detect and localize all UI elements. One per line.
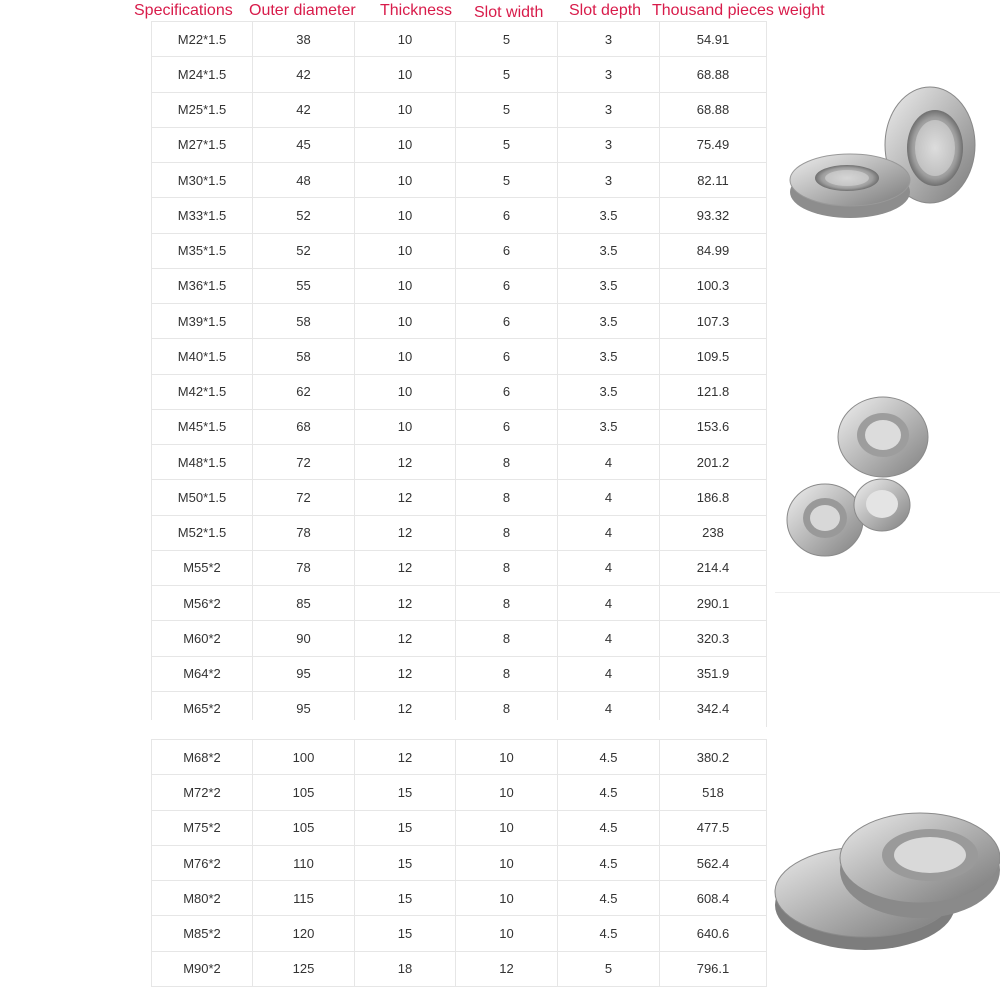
table-cell: 45 <box>253 127 355 162</box>
table-cell: M52*1.5 <box>152 515 253 550</box>
table-cell: 6 <box>456 233 558 268</box>
photo-divider-top <box>775 592 1000 593</box>
table-cell: 58 <box>253 304 355 339</box>
table-cell: 93.32 <box>660 198 767 233</box>
table-cell: 3.5 <box>558 198 660 233</box>
table-cell: 5 <box>456 92 558 127</box>
table-cell: 58 <box>253 339 355 374</box>
table-cell: 72 <box>253 480 355 515</box>
table-cell: 15 <box>355 810 456 845</box>
table-row <box>152 810 767 845</box>
table-cell: 3.5 <box>558 409 660 444</box>
table-cell: 320.3 <box>660 621 767 656</box>
table-cell: 3 <box>558 22 660 57</box>
table-cell: 10 <box>456 881 558 916</box>
table-cell: 8 <box>456 656 558 691</box>
header-thickness: Thickness <box>380 2 453 19</box>
slotted-round-nut-small-pair-photo <box>785 385 945 575</box>
table-cell: 12 <box>355 691 456 726</box>
table-cell: 4 <box>558 586 660 621</box>
table-row <box>152 339 767 374</box>
table-row <box>152 127 767 162</box>
table-cell: 12 <box>355 586 456 621</box>
table-cell: 4 <box>558 550 660 585</box>
table-row <box>152 586 767 621</box>
table-cell: 3 <box>558 92 660 127</box>
table-cell: 72 <box>253 445 355 480</box>
table-cell: 518 <box>660 775 767 810</box>
table-cell: 5 <box>558 951 660 986</box>
table-cell: 10 <box>355 304 456 339</box>
table-row <box>152 740 767 775</box>
table-cell: 5 <box>456 163 558 198</box>
table-cell: M64*2 <box>152 656 253 691</box>
table-cell: M40*1.5 <box>152 339 253 374</box>
table-cell: 100.3 <box>660 268 767 303</box>
table-row <box>152 881 767 916</box>
table-cell: 12 <box>355 480 456 515</box>
table-cell: 12 <box>456 951 558 986</box>
table-cell: 38 <box>253 22 355 57</box>
table-cell: 8 <box>456 550 558 585</box>
table-row <box>152 409 767 444</box>
table-cell: 10 <box>355 233 456 268</box>
table-cell: M75*2 <box>152 810 253 845</box>
table-cell: 42 <box>253 92 355 127</box>
table-cell: M56*2 <box>152 586 253 621</box>
table-cell: 290.1 <box>660 586 767 621</box>
table-cell: 12 <box>355 621 456 656</box>
table-cell: 3 <box>558 127 660 162</box>
table-cell: 10 <box>456 775 558 810</box>
table-cell: 4.5 <box>558 775 660 810</box>
table-cell: 100 <box>253 740 355 775</box>
table-cell: 95 <box>253 691 355 726</box>
header-specifications: Specifications <box>134 2 233 19</box>
table-cell: M24*1.5 <box>152 57 253 92</box>
table-cell: 12 <box>355 740 456 775</box>
table-cell: 10 <box>456 845 558 880</box>
header-outer-diameter: Outer diameter <box>249 2 356 19</box>
table-cell: 109.5 <box>660 339 767 374</box>
table-cell: M60*2 <box>152 621 253 656</box>
table-cell: M33*1.5 <box>152 198 253 233</box>
table-cell: 10 <box>355 57 456 92</box>
table-cell: 10 <box>456 916 558 951</box>
table-cell: 15 <box>355 845 456 880</box>
table-cell: M85*2 <box>152 916 253 951</box>
table-cell: M50*1.5 <box>152 480 253 515</box>
table-cell: 342.4 <box>660 691 767 726</box>
table-cell: M65*2 <box>152 691 253 726</box>
table-row <box>152 916 767 951</box>
table-cell: 68.88 <box>660 57 767 92</box>
table-cell: 4.5 <box>558 740 660 775</box>
table-cell: 15 <box>355 916 456 951</box>
table-cell: 477.5 <box>660 810 767 845</box>
table-cell: 3.5 <box>558 304 660 339</box>
table-row <box>152 515 767 550</box>
table-cell: 3.5 <box>558 233 660 268</box>
table-cell: M35*1.5 <box>152 233 253 268</box>
table-cell: 608.4 <box>660 881 767 916</box>
table-row <box>152 480 767 515</box>
table-cell: 42 <box>253 57 355 92</box>
table-cell: 121.8 <box>660 374 767 409</box>
table-row <box>152 656 767 691</box>
table-cell: 186.8 <box>660 480 767 515</box>
table-cell: 6 <box>456 339 558 374</box>
table-cell: 3.5 <box>558 339 660 374</box>
table-cell: 8 <box>456 480 558 515</box>
table-cell: 105 <box>253 810 355 845</box>
table-cell: M45*1.5 <box>152 409 253 444</box>
spec-table-top <box>151 21 767 727</box>
table-row <box>152 775 767 810</box>
table-cell: 15 <box>355 881 456 916</box>
table-cell: 4 <box>558 691 660 726</box>
spec-table-top-body <box>152 22 767 727</box>
table-cell: 380.2 <box>660 740 767 775</box>
table-cell: 5 <box>456 127 558 162</box>
table-cell: 6 <box>456 374 558 409</box>
table-cell: 85 <box>253 586 355 621</box>
header-thousand-pieces-weight: Thousand pieces weight <box>652 2 825 19</box>
table-cell: 12 <box>355 515 456 550</box>
table-row <box>152 163 767 198</box>
table-cell: 4 <box>558 656 660 691</box>
table-row <box>152 374 767 409</box>
table-cell: 4.5 <box>558 916 660 951</box>
table-cell: 6 <box>456 409 558 444</box>
table-cell: 48 <box>253 163 355 198</box>
table-cell: 10 <box>355 22 456 57</box>
slotted-round-nut-pair-photo <box>785 80 985 240</box>
table-cell: M30*1.5 <box>152 163 253 198</box>
table-cell: 10 <box>355 268 456 303</box>
table-cell: 18 <box>355 951 456 986</box>
table-cell: 201.2 <box>660 445 767 480</box>
table-row <box>152 951 767 986</box>
table-cell: 153.6 <box>660 409 767 444</box>
table-row <box>152 22 767 57</box>
table-row <box>152 92 767 127</box>
table-cell: 6 <box>456 304 558 339</box>
table-cell: 10 <box>456 810 558 845</box>
table-cell: 52 <box>253 198 355 233</box>
table-cell: 120 <box>253 916 355 951</box>
table-row <box>152 845 767 880</box>
table-row <box>152 445 767 480</box>
table-cell: 214.4 <box>660 550 767 585</box>
table-cell: 3.5 <box>558 374 660 409</box>
table-row <box>152 304 767 339</box>
table-cell: 3 <box>558 57 660 92</box>
table-cell: 78 <box>253 550 355 585</box>
table-cell: 4 <box>558 621 660 656</box>
table-cell: 107.3 <box>660 304 767 339</box>
table-cell: 10 <box>355 198 456 233</box>
slotted-round-nut-large-pair-photo <box>770 810 1000 955</box>
table-cell: 4 <box>558 480 660 515</box>
table-cell: 68 <box>253 409 355 444</box>
table-cell: 5 <box>456 22 558 57</box>
table-row <box>152 198 767 233</box>
table-row <box>152 621 767 656</box>
header-slot-depth: Slot depth <box>569 2 642 19</box>
table-cell: 95 <box>253 656 355 691</box>
table-cell: M39*1.5 <box>152 304 253 339</box>
table-cell: 238 <box>660 515 767 550</box>
table-cell: 125 <box>253 951 355 986</box>
table-cell: M48*1.5 <box>152 445 253 480</box>
table-row <box>152 550 767 585</box>
table-row <box>152 233 767 268</box>
table-cell: M42*1.5 <box>152 374 253 409</box>
table-cell: M27*1.5 <box>152 127 253 162</box>
table-cell: 6 <box>456 268 558 303</box>
table-cell: 3.5 <box>558 268 660 303</box>
table-cell: 12 <box>355 656 456 691</box>
table-cell: M25*1.5 <box>152 92 253 127</box>
table-cell: 90 <box>253 621 355 656</box>
table-cell: 8 <box>456 691 558 726</box>
header-slot-width: Slot width <box>474 4 544 21</box>
table-cell: 82.11 <box>660 163 767 198</box>
table-cell: 10 <box>355 163 456 198</box>
table-cell: 62 <box>253 374 355 409</box>
table-cell: 4.5 <box>558 810 660 845</box>
spec-table-bottom <box>151 739 767 987</box>
table-cell: 115 <box>253 881 355 916</box>
table-cell: M76*2 <box>152 845 253 880</box>
table-cell: M36*1.5 <box>152 268 253 303</box>
table-cell: 105 <box>253 775 355 810</box>
table-cell: 110 <box>253 845 355 880</box>
table-cell: 15 <box>355 775 456 810</box>
table-cell: 12 <box>355 550 456 585</box>
table-cell: 12 <box>355 445 456 480</box>
table-cell: 4 <box>558 515 660 550</box>
table-cell: 55 <box>253 268 355 303</box>
table-cell: 10 <box>355 127 456 162</box>
table-cell: 84.99 <box>660 233 767 268</box>
table-cell: 3 <box>558 163 660 198</box>
table-cell: 8 <box>456 586 558 621</box>
table-cell: M72*2 <box>152 775 253 810</box>
table-cell: M68*2 <box>152 740 253 775</box>
table-cell: 10 <box>355 92 456 127</box>
table-cell: 4 <box>558 445 660 480</box>
table-cell: 54.91 <box>660 22 767 57</box>
table-cell: 10 <box>456 740 558 775</box>
table-cell: M55*2 <box>152 550 253 585</box>
table-cell: 68.88 <box>660 92 767 127</box>
table-cell: 52 <box>253 233 355 268</box>
table-gap <box>151 720 766 739</box>
table-cell: 4.5 <box>558 881 660 916</box>
table-row <box>152 57 767 92</box>
table-cell: 4.5 <box>558 845 660 880</box>
table-cell: M90*2 <box>152 951 253 986</box>
table-cell: 75.49 <box>660 127 767 162</box>
table-cell: 8 <box>456 621 558 656</box>
table-cell: M80*2 <box>152 881 253 916</box>
table-cell: 78 <box>253 515 355 550</box>
table-cell: M22*1.5 <box>152 22 253 57</box>
table-cell: 796.1 <box>660 951 767 986</box>
table-row <box>152 268 767 303</box>
table-cell: 8 <box>456 445 558 480</box>
table-cell: 5 <box>456 57 558 92</box>
table-cell: 351.9 <box>660 656 767 691</box>
table-cell: 10 <box>355 339 456 374</box>
table-cell: 6 <box>456 198 558 233</box>
spec-table-bottom-body <box>152 740 767 987</box>
table-cell: 10 <box>355 409 456 444</box>
table-cell: 640.6 <box>660 916 767 951</box>
table-cell: 8 <box>456 515 558 550</box>
table-cell: 10 <box>355 374 456 409</box>
table-cell: 562.4 <box>660 845 767 880</box>
